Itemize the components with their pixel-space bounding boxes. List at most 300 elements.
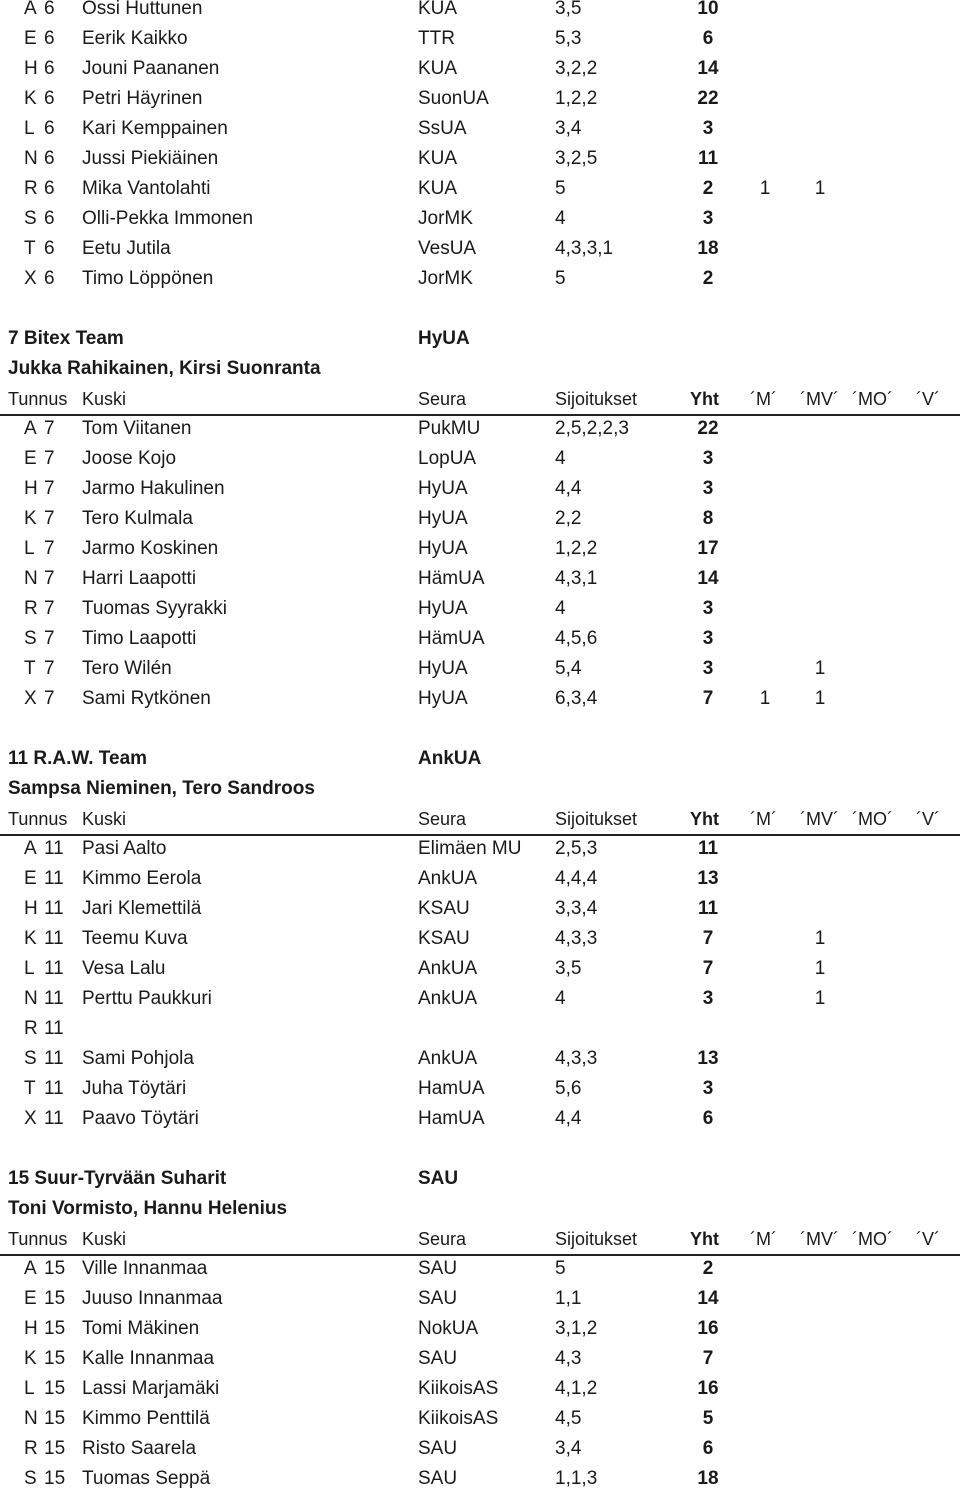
total: 22: [697, 418, 719, 439]
table-row: [0, 24, 960, 54]
table-row: [0, 474, 960, 504]
position-letter: T: [24, 238, 36, 259]
team-number: 11: [44, 988, 64, 1009]
placements: 4,1,2: [555, 1378, 598, 1399]
club: KUA: [418, 148, 458, 169]
team-number-and-name: 7 Bitex Team: [8, 328, 124, 349]
placements: 3,5: [555, 958, 582, 979]
driver-name: Tero Wilén: [82, 658, 172, 679]
position-letter: E: [24, 868, 37, 889]
position-letter: R: [24, 1018, 38, 1039]
team-number: 11: [44, 928, 64, 949]
club: NokUA: [418, 1318, 479, 1339]
driver-name: Ossi Huttunen: [82, 0, 203, 19]
table-row: [0, 534, 960, 564]
position-letter: H: [24, 1318, 38, 1339]
header-sijoitukset: Sijoitukset: [555, 389, 638, 409]
total: 3: [702, 118, 714, 139]
table-row: [0, 204, 960, 234]
total: 2: [702, 1258, 714, 1279]
club: KSAU: [418, 898, 470, 919]
placements: 5,6: [555, 1078, 582, 1099]
club: PukMU: [418, 418, 481, 439]
header-seura: Seura: [418, 809, 467, 829]
placements: 3,2,5: [555, 148, 598, 169]
driver-name: Ville Innanmaa: [82, 1258, 208, 1279]
position-letter: L: [24, 538, 35, 559]
placements: 1,1: [555, 1288, 582, 1309]
table-row: [0, 54, 960, 84]
club: KiikoisAS: [418, 1408, 499, 1429]
team-number: 15: [44, 1438, 66, 1459]
total: 14: [697, 1288, 719, 1309]
table-row: [0, 1344, 960, 1374]
team-managers: [0, 774, 960, 804]
header-mo: ´MO´: [852, 389, 893, 409]
team-title: [0, 324, 960, 354]
placements: 1,1,3: [555, 1468, 598, 1489]
club: LopUA: [418, 448, 477, 469]
club: HyUA: [418, 478, 468, 499]
team-number: 15: [44, 1258, 66, 1279]
total: 2: [702, 178, 714, 199]
placements: 4,3: [555, 1348, 582, 1369]
team-number: 11: [44, 1018, 64, 1039]
mv-count: 1: [814, 178, 826, 199]
mv-count: 1: [814, 988, 826, 1009]
driver-name: Juha Töytäri: [82, 1078, 187, 1099]
club: SuonUA: [418, 88, 489, 109]
total: 3: [702, 208, 714, 229]
club: SAU: [418, 1468, 458, 1489]
position-letter: N: [24, 988, 38, 1009]
team-number: 6: [44, 118, 55, 139]
club: KUA: [418, 0, 458, 19]
total: 6: [702, 1438, 714, 1459]
driver-name: Kimmo Eerola: [82, 868, 202, 889]
table-row: [0, 1314, 960, 1344]
driver-name: Pasi Aalto: [82, 838, 167, 859]
placements: 4,3,3: [555, 928, 598, 949]
club: SsUA: [418, 118, 467, 139]
header-m: ´M´: [750, 389, 777, 409]
position-letter: L: [24, 1378, 35, 1399]
total: 7: [702, 688, 714, 709]
placements: 5: [555, 178, 566, 199]
table-row: [0, 114, 960, 144]
total: 3: [702, 1078, 714, 1099]
mv-count: 1: [814, 958, 826, 979]
total: 3: [702, 628, 714, 649]
driver-name: Harri Laapotti: [82, 568, 197, 589]
driver-name: Eerik Kaikko: [82, 28, 188, 49]
header-tunnus: Tunnus: [8, 1229, 68, 1249]
total: 3: [702, 478, 714, 499]
total: 7: [702, 958, 714, 979]
team-number: 6: [44, 28, 55, 49]
club: HyUA: [418, 538, 468, 559]
position-letter: H: [24, 58, 38, 79]
placements: 4: [555, 988, 566, 1009]
position-letter: S: [24, 1048, 37, 1069]
club: HyUA: [418, 598, 468, 619]
team-number: 15: [44, 1288, 66, 1309]
team-number: 11: [44, 868, 64, 889]
table-row: [0, 144, 960, 174]
team-number: 7: [44, 508, 55, 529]
team-number: 6: [44, 58, 55, 79]
total: 5: [702, 1408, 714, 1429]
header-sijoitukset: Sijoitukset: [555, 809, 638, 829]
driver-name: Kari Kemppainen: [82, 118, 228, 139]
club: HamUA: [418, 1108, 485, 1129]
placements: 4: [555, 448, 566, 469]
total: 11: [697, 148, 719, 169]
club: SAU: [418, 1438, 458, 1459]
team-number: 11: [44, 838, 64, 859]
team-number-and-name: 15 Suur-Tyrvään Suharit: [8, 1168, 227, 1189]
total: 16: [697, 1378, 719, 1399]
total: 13: [697, 868, 719, 889]
total: 14: [697, 568, 719, 589]
placements: 4,5: [555, 1408, 582, 1429]
team-number: 11: [44, 1048, 64, 1069]
table-row: [0, 84, 960, 114]
table-row: [0, 444, 960, 474]
team-number: 6: [44, 0, 55, 19]
table-row: [0, 1434, 960, 1464]
driver-name: Sami Pohjola: [82, 1048, 194, 1069]
header-tunnus: Tunnus: [8, 389, 68, 409]
header-yht: Yht: [690, 809, 719, 829]
driver-name: Jarmo Hakulinen: [82, 478, 225, 499]
table-row: [0, 414, 960, 444]
driver-name: Olli-Pekka Immonen: [82, 208, 254, 229]
position-letter: T: [24, 658, 36, 679]
position-letter: X: [24, 1108, 37, 1129]
position-letter: T: [24, 1078, 36, 1099]
table-row: [0, 1284, 960, 1314]
header-mo: ´MO´: [852, 809, 893, 829]
position-letter: E: [24, 448, 37, 469]
club: HämUA: [418, 628, 485, 649]
team-number: 7: [44, 448, 55, 469]
team-number: 6: [44, 178, 55, 199]
header-kuski: Kuski: [82, 1229, 127, 1249]
header-kuski: Kuski: [82, 389, 127, 409]
table-row: [0, 1044, 960, 1074]
placements: 4: [555, 598, 566, 619]
team-number: 6: [44, 208, 55, 229]
driver-name: Juuso Innanmaa: [82, 1288, 223, 1309]
placements: 4: [555, 208, 566, 229]
header-mv: ´MV´: [800, 1229, 839, 1249]
club: AnkUA: [418, 958, 478, 979]
position-letter: A: [24, 1258, 37, 1279]
position-letter: X: [24, 268, 37, 289]
driver-name: Eetu Jutila: [82, 238, 171, 259]
managers-text: Sampsa Nieminen, Tero Sandroos: [8, 778, 315, 799]
driver-name: Teemu Kuva: [82, 928, 188, 949]
header-sijoitukset: Sijoitukset: [555, 1229, 638, 1249]
table-row: [0, 864, 960, 894]
team-number: 6: [44, 88, 55, 109]
club: KiikoisAS: [418, 1378, 499, 1399]
team-number: 7: [44, 418, 55, 439]
position-letter: N: [24, 568, 38, 589]
driver-name: Perttu Paukkuri: [82, 988, 212, 1009]
team-number-and-name: 11 R.A.W. Team: [8, 748, 148, 769]
mv-count: 1: [814, 928, 826, 949]
position-letter: N: [24, 1408, 38, 1429]
position-letter: H: [24, 898, 38, 919]
placements: 3,5: [555, 0, 582, 19]
mv-count: 1: [814, 688, 826, 709]
table-row: [0, 1074, 960, 1104]
team-number: 6: [44, 238, 55, 259]
placements: 3,4: [555, 1438, 582, 1459]
table-row: [0, 894, 960, 924]
header-seura: Seura: [418, 389, 467, 409]
placements: 3,1,2: [555, 1318, 598, 1339]
header-seura: Seura: [418, 1229, 467, 1249]
team-number: 6: [44, 148, 55, 169]
driver-name: Tuomas Syyrakki: [82, 598, 227, 619]
m-count: 1: [759, 178, 771, 199]
position-letter: N: [24, 148, 38, 169]
team-number: 15: [44, 1318, 66, 1339]
team-number: 7: [44, 568, 55, 589]
team-number: 7: [44, 628, 55, 649]
team-number: 15: [44, 1468, 66, 1489]
header-mv: ´MV´: [800, 809, 839, 829]
club: KUA: [418, 58, 458, 79]
driver-name: Timo Löppönen: [82, 268, 214, 289]
club: AnkUA: [418, 988, 478, 1009]
team-number: 11: [44, 958, 64, 979]
club: JorMK: [418, 208, 473, 229]
placements: 2,5,3: [555, 838, 598, 859]
position-letter: S: [24, 628, 37, 649]
team-number: 7: [44, 688, 55, 709]
placements: 5,3: [555, 28, 582, 49]
total: 3: [702, 988, 714, 1009]
position-letter: K: [24, 88, 37, 109]
total: 3: [702, 448, 714, 469]
table-row: [0, 594, 960, 624]
team-managers: [0, 354, 960, 384]
position-letter: L: [24, 958, 35, 979]
header-mo: ´MO´: [852, 1229, 893, 1249]
placements: 3,2,2: [555, 58, 598, 79]
placements: 4,4,4: [555, 868, 598, 889]
placements: 5: [555, 1258, 566, 1279]
driver-name: Petri Häyrinen: [82, 88, 203, 109]
club: HamUA: [418, 1078, 485, 1099]
header-v: ´V´: [916, 1229, 940, 1249]
header-tunnus: Tunnus: [8, 809, 68, 829]
position-letter: E: [24, 28, 37, 49]
team-number: 7: [44, 538, 55, 559]
team-number: 11: [44, 1108, 64, 1129]
total: 3: [702, 598, 714, 619]
team-managers: [0, 1194, 960, 1224]
team-number: 11: [44, 898, 64, 919]
table-row: [0, 0, 960, 24]
placements: 4,5,6: [555, 628, 598, 649]
team-number: 15: [44, 1378, 66, 1399]
table-row: [0, 174, 960, 204]
club: KSAU: [418, 928, 470, 949]
placements: 3,4: [555, 118, 582, 139]
table-row: [0, 504, 960, 534]
position-letter: A: [24, 418, 37, 439]
table-row: [0, 1374, 960, 1404]
placements: 6,3,4: [555, 688, 598, 709]
position-letter: R: [24, 1438, 38, 1459]
driver-name: Kalle Innanmaa: [82, 1348, 215, 1369]
placements: 5,4: [555, 658, 582, 679]
driver-name: Sami Rytkönen: [82, 688, 211, 709]
header-mv: ´MV´: [800, 389, 839, 409]
team-number: 7: [44, 478, 55, 499]
table-row: [0, 234, 960, 264]
total: 6: [702, 28, 714, 49]
column-header-row: [0, 804, 960, 836]
total: 6: [702, 1108, 714, 1129]
driver-name: Paavo Töytäri: [82, 1108, 199, 1129]
total: 16: [697, 1318, 719, 1339]
placements: 5: [555, 268, 566, 289]
club: JorMK: [418, 268, 473, 289]
total: 22: [697, 88, 719, 109]
placements: 4,3,3,1: [555, 238, 614, 259]
total: 11: [697, 898, 719, 919]
table-row: [0, 1254, 960, 1284]
header-v: ´V´: [916, 809, 940, 829]
driver-name: Risto Saarela: [82, 1438, 197, 1459]
header-m: ´M´: [750, 809, 777, 829]
table-row: [0, 264, 960, 294]
table-row: [0, 1014, 960, 1044]
driver-name: Jari Klemettilä: [82, 898, 202, 919]
position-letter: E: [24, 1288, 37, 1309]
position-letter: K: [24, 928, 37, 949]
driver-name: Tuomas Seppä: [82, 1468, 211, 1489]
driver-name: Vesa Lalu: [82, 958, 166, 979]
total: 17: [697, 538, 719, 559]
placements: 2,5,2,2,3: [555, 418, 629, 439]
position-letter: A: [24, 838, 37, 859]
club: HyUA: [418, 688, 468, 709]
table-row: [0, 924, 960, 954]
placements: 4,3,1: [555, 568, 598, 589]
total: 2: [702, 268, 714, 289]
team-number: 15: [44, 1408, 66, 1429]
table-row: [0, 654, 960, 684]
team-number: 11: [44, 1078, 64, 1099]
table-row: [0, 1464, 960, 1494]
total: 7: [702, 928, 714, 949]
total: 3: [702, 658, 714, 679]
driver-name: Tero Kulmala: [82, 508, 193, 529]
table-row: [0, 564, 960, 594]
club: Elimäen MU: [418, 838, 522, 859]
team-club: AnkUA: [418, 748, 482, 769]
club: SAU: [418, 1258, 458, 1279]
position-letter: H: [24, 478, 38, 499]
total: 18: [697, 1468, 719, 1489]
header-m: ´M´: [750, 1229, 777, 1249]
table-row: [0, 834, 960, 864]
table-row: [0, 1104, 960, 1134]
position-letter: R: [24, 598, 38, 619]
driver-name: Tom Viitanen: [82, 418, 192, 439]
driver-name: Joose Kojo: [82, 448, 177, 469]
driver-name: Jarmo Koskinen: [82, 538, 219, 559]
club: SAU: [418, 1348, 458, 1369]
driver-name: Jouni Paananen: [82, 58, 220, 79]
table-row: [0, 684, 960, 714]
team-club: HyUA: [418, 328, 470, 349]
team-number: 15: [44, 1348, 66, 1369]
total: 8: [702, 508, 714, 529]
header-yht: Yht: [690, 1229, 719, 1249]
placements: 4,4: [555, 1108, 582, 1129]
position-letter: A: [24, 0, 37, 19]
header-kuski: Kuski: [82, 809, 127, 829]
position-letter: X: [24, 688, 37, 709]
managers-text: Toni Vormisto, Hannu Helenius: [8, 1198, 288, 1219]
driver-name: Kimmo Penttilä: [82, 1408, 210, 1429]
team-number: 6: [44, 268, 55, 289]
driver-name: Timo Laapotti: [82, 628, 197, 649]
placements: 4,4: [555, 478, 582, 499]
header-yht: Yht: [690, 389, 719, 409]
team-club: SAU: [418, 1168, 459, 1189]
club: HämUA: [418, 568, 485, 589]
position-letter: S: [24, 208, 37, 229]
placements: 1,2,2: [555, 88, 598, 109]
table-row: [0, 624, 960, 654]
table-row: [0, 1404, 960, 1434]
driver-name: Mika Vantolahti: [82, 178, 211, 199]
header-v: ´V´: [916, 389, 940, 409]
position-letter: S: [24, 1468, 37, 1489]
column-header-row: [0, 384, 960, 416]
club: SAU: [418, 1288, 458, 1309]
total: 13: [697, 1048, 719, 1069]
total: 7: [702, 1348, 714, 1369]
team-title: [0, 744, 960, 774]
table-row: [0, 984, 960, 1014]
placements: 1,2,2: [555, 538, 598, 559]
driver-name: Lassi Marjamäki: [82, 1378, 220, 1399]
total: 18: [697, 238, 719, 259]
club: TTR: [418, 28, 455, 49]
driver-name: Jussi Piekiäinen: [82, 148, 219, 169]
position-letter: L: [24, 118, 35, 139]
position-letter: R: [24, 178, 38, 199]
column-header-row: [0, 1224, 960, 1256]
position-letter: K: [24, 508, 37, 529]
driver-name: Tomi Mäkinen: [82, 1318, 200, 1339]
managers-text: Jukka Rahikainen, Kirsi Suonranta: [8, 358, 321, 379]
team-title: [0, 1164, 960, 1194]
club: VesUA: [418, 238, 477, 259]
total: 14: [697, 58, 719, 79]
m-count: 1: [759, 688, 771, 709]
